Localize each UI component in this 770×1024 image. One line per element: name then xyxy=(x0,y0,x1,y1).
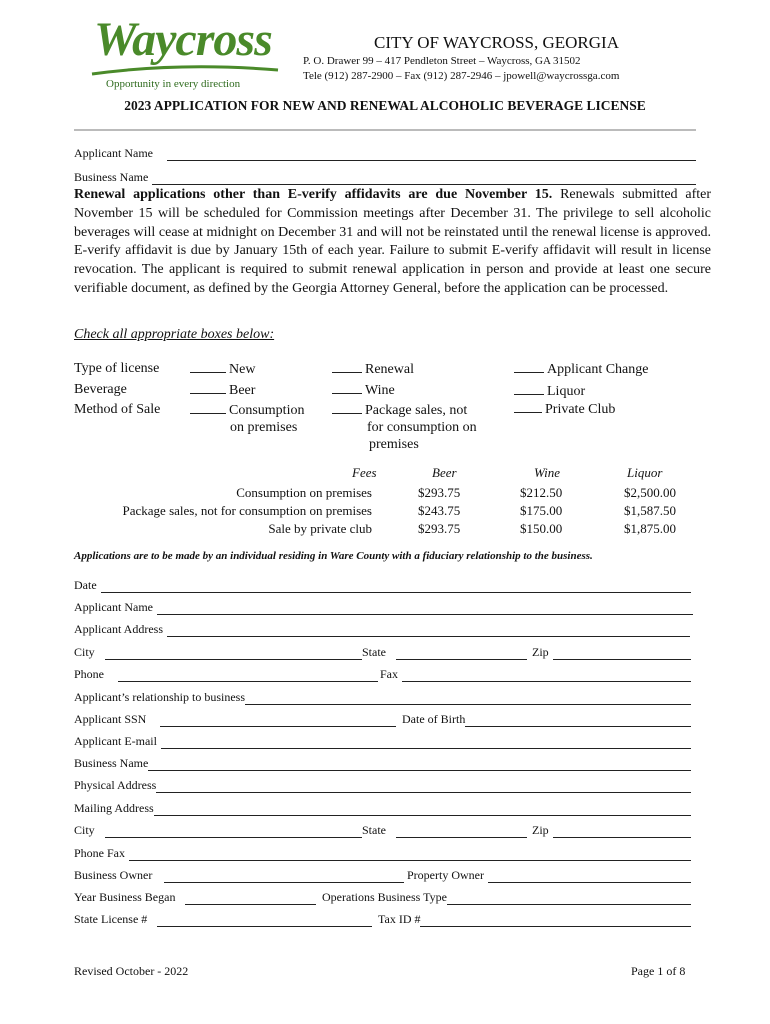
notice-text: Renewals submitted after November 15 will be scheduled for Commission meetings after December 31. The privilege to sell alcoholic beverages will cease at midnight on December 31 and will not be reinstated until the renewal license is approved. E-verify affidavit is due by January 15th of each year. Failure to submit E-verify affidavit will result in license revocation. The applicant is required to submit renewal application in person and provide at least one secure verifiable document, as defined by the Georgia Attorney General, before the application can be processed. xyxy=(74,187,712,296)
option-private-club[interactable] xyxy=(514,400,615,418)
applicant-name-field[interactable] xyxy=(74,146,696,161)
applicant-name-line[interactable] xyxy=(167,148,696,161)
state-label-2: State xyxy=(362,823,386,837)
renewal-notice xyxy=(74,186,711,299)
method-label: Method of Sale xyxy=(74,402,161,417)
logo-tagline: Opportunity in every direction xyxy=(106,78,241,90)
zip-label-2: Zip xyxy=(532,823,549,837)
applicant-address-line[interactable] xyxy=(167,624,690,637)
tax-id-line[interactable] xyxy=(420,914,691,927)
applicant-address-label: Applicant Address xyxy=(74,622,163,636)
zip-field[interactable] xyxy=(532,645,691,660)
dob-line[interactable] xyxy=(465,714,691,727)
applicant-name-line-2[interactable] xyxy=(157,602,693,615)
zip-line[interactable] xyxy=(553,647,691,660)
dob-field[interactable] xyxy=(402,712,691,727)
city-line[interactable] xyxy=(105,647,362,660)
ssn-line[interactable] xyxy=(160,714,396,727)
address-line-1: P. O. Drawer 99 – 417 Pendleton Street – Waycross, GA 31502 xyxy=(303,55,581,67)
state-label: State xyxy=(362,645,386,659)
option-liquor[interactable] xyxy=(514,382,585,400)
state-license-field[interactable] xyxy=(74,912,372,927)
business-owner-field[interactable] xyxy=(74,868,404,883)
option-package-line3: premises xyxy=(369,437,419,452)
option-renewal[interactable] xyxy=(332,360,414,378)
business-owner-line[interactable] xyxy=(164,870,404,883)
option-new-label: New xyxy=(229,362,256,377)
tax-id-label: Tax ID # xyxy=(378,912,421,926)
option-consumption-label: Consumption xyxy=(229,403,305,418)
fee-cell: $243.75 xyxy=(418,503,461,518)
property-owner-label: Property Owner xyxy=(407,868,484,882)
divider xyxy=(74,129,696,131)
city-field-2[interactable] xyxy=(74,823,362,838)
phone-fax-line[interactable] xyxy=(129,848,691,861)
phone-line[interactable] xyxy=(118,669,378,682)
fee-cell: $212.50 xyxy=(520,485,563,500)
operations-type-label: Operations Business Type xyxy=(322,890,447,904)
type-label: Type of license xyxy=(74,361,160,376)
notice-bold: Renewal applications other than E-verify affidavits are due November 15. xyxy=(74,187,553,202)
option-applicant-change[interactable] xyxy=(514,360,648,378)
fee-cell: $175.00 xyxy=(520,503,563,518)
business-owner-label: Business Owner xyxy=(74,868,153,882)
applicant-name-field-2[interactable] xyxy=(74,600,693,615)
phone-label: Phone xyxy=(74,667,104,681)
city-line-2[interactable] xyxy=(105,825,362,838)
mailing-address-line[interactable] xyxy=(154,803,691,816)
business-name-line[interactable] xyxy=(152,172,696,185)
property-owner-field[interactable] xyxy=(407,868,691,883)
property-owner-line[interactable] xyxy=(488,870,691,883)
zip-field-2[interactable] xyxy=(532,823,691,838)
fee-cell: $1,587.50 xyxy=(624,503,676,518)
option-package[interactable] xyxy=(332,401,467,419)
relationship-field[interactable] xyxy=(74,690,691,705)
option-package-label: Package sales, not xyxy=(365,403,468,418)
phone-fax-label: Phone Fax xyxy=(74,846,125,860)
state-license-line[interactable] xyxy=(157,914,372,927)
email-label: Applicant E-mail xyxy=(74,734,157,748)
fax-line[interactable] xyxy=(402,669,691,682)
option-new[interactable] xyxy=(190,360,255,378)
year-began-field[interactable] xyxy=(74,890,316,905)
city-label-2: City xyxy=(74,823,95,837)
ssn-label: Applicant SSN xyxy=(74,712,147,726)
date-label: Date xyxy=(74,578,97,592)
fee-cell: $293.75 xyxy=(418,485,461,500)
option-wine[interactable] xyxy=(332,381,395,399)
page-number: Page 1 of 8 xyxy=(631,964,686,978)
address-line-2: Tele (912) 287-2900 – Fax (912) 287-2946 – jpowell@waycrossga.com xyxy=(303,70,620,82)
option-applicant-change-label: Applicant Change xyxy=(547,362,649,377)
check-heading: Check all appropriate boxes below: xyxy=(74,327,275,342)
option-beer[interactable] xyxy=(190,381,255,399)
relationship-label: Applicant’s relationship to business xyxy=(74,690,245,704)
relationship-line[interactable] xyxy=(245,692,691,705)
beer-header: Beer xyxy=(432,465,457,480)
city-label: City xyxy=(74,645,95,659)
fees-header: Fees xyxy=(352,465,377,480)
tax-id-field[interactable] xyxy=(378,912,691,927)
revised-date: Revised October - 2022 xyxy=(74,964,189,978)
applicant-address-field[interactable] xyxy=(74,622,690,637)
fee-cell: $293.75 xyxy=(418,521,461,536)
wine-header: Wine xyxy=(534,465,560,480)
city-title: CITY OF WAYCROSS, GEORGIA xyxy=(374,33,619,52)
business-name-field-2[interactable] xyxy=(74,756,691,771)
fee-cell: $1,875.00 xyxy=(624,521,676,536)
year-began-line[interactable] xyxy=(185,892,316,905)
fax-label: Fax xyxy=(380,667,398,681)
option-private-club-label: Private Club xyxy=(545,402,616,417)
email-field[interactable] xyxy=(74,734,691,749)
fee-row-label: Consumption on premises xyxy=(236,485,372,500)
zip-label: Zip xyxy=(532,645,549,659)
dob-label: Date of Birth xyxy=(402,712,466,726)
business-name-line-2[interactable] xyxy=(148,758,691,771)
option-package-line2: for consumption on xyxy=(367,420,477,435)
business-name-label-2: Business Name xyxy=(74,756,149,770)
form-title: 2023 APPLICATION FOR NEW AND RENEWAL ALCOHOLIC BEVERAGE LICENSE xyxy=(124,98,646,113)
city-field[interactable] xyxy=(74,645,362,660)
option-consumption[interactable] xyxy=(190,401,304,419)
business-name-label: Business Name xyxy=(74,170,149,184)
fee-row-label: Sale by private club xyxy=(268,521,372,536)
state-license-label: State License # xyxy=(74,912,148,926)
operations-type-field[interactable] xyxy=(322,890,691,905)
fee-row-label: Package sales, not for consumption on premises xyxy=(122,503,372,518)
state-field[interactable] xyxy=(362,645,527,660)
liquor-header: Liquor xyxy=(627,465,663,480)
physical-address-line[interactable] xyxy=(156,780,691,793)
date-field[interactable] xyxy=(74,578,691,593)
mailing-address-field[interactable] xyxy=(74,801,691,816)
option-liquor-label: Liquor xyxy=(547,384,586,399)
mailing-address-label: Mailing Address xyxy=(74,801,154,815)
fax-field[interactable] xyxy=(380,667,691,682)
fee-cell: $2,500.00 xyxy=(624,485,676,500)
business-name-field[interactable] xyxy=(74,170,696,185)
ssn-field[interactable] xyxy=(74,712,396,727)
fee-cell: $150.00 xyxy=(520,521,563,536)
option-wine-label: Wine xyxy=(365,383,395,398)
logo-wordmark: Waycross xyxy=(94,13,272,66)
email-line[interactable] xyxy=(161,736,691,749)
option-beer-label: Beer xyxy=(229,383,256,398)
address-block xyxy=(303,54,619,84)
state-field-2[interactable] xyxy=(362,823,527,838)
operations-type-line[interactable] xyxy=(447,892,691,905)
waycross-logo xyxy=(86,8,286,92)
applicant-name-label-2: Applicant Name xyxy=(74,600,153,614)
logo-swoosh-icon xyxy=(90,64,280,78)
state-line-2[interactable] xyxy=(396,825,527,838)
applicant-name-label: Applicant Name xyxy=(74,146,153,160)
zip-line-2[interactable] xyxy=(553,825,691,838)
state-line[interactable] xyxy=(396,647,527,660)
option-renewal-label: Renewal xyxy=(365,362,414,377)
phone-fax-field[interactable] xyxy=(74,846,691,861)
residency-note: Applications are to be made by an individual residing in Ware County with a fiduciary relationship to the business. xyxy=(74,550,593,562)
option-consumption-line2: on premises xyxy=(230,420,298,435)
phone-field[interactable] xyxy=(74,667,378,682)
physical-address-label: Physical Address xyxy=(74,778,157,792)
physical-address-field[interactable] xyxy=(74,778,691,793)
date-line[interactable] xyxy=(101,580,691,593)
year-began-label: Year Business Began xyxy=(74,890,176,904)
beverage-label: Beverage xyxy=(74,382,127,397)
